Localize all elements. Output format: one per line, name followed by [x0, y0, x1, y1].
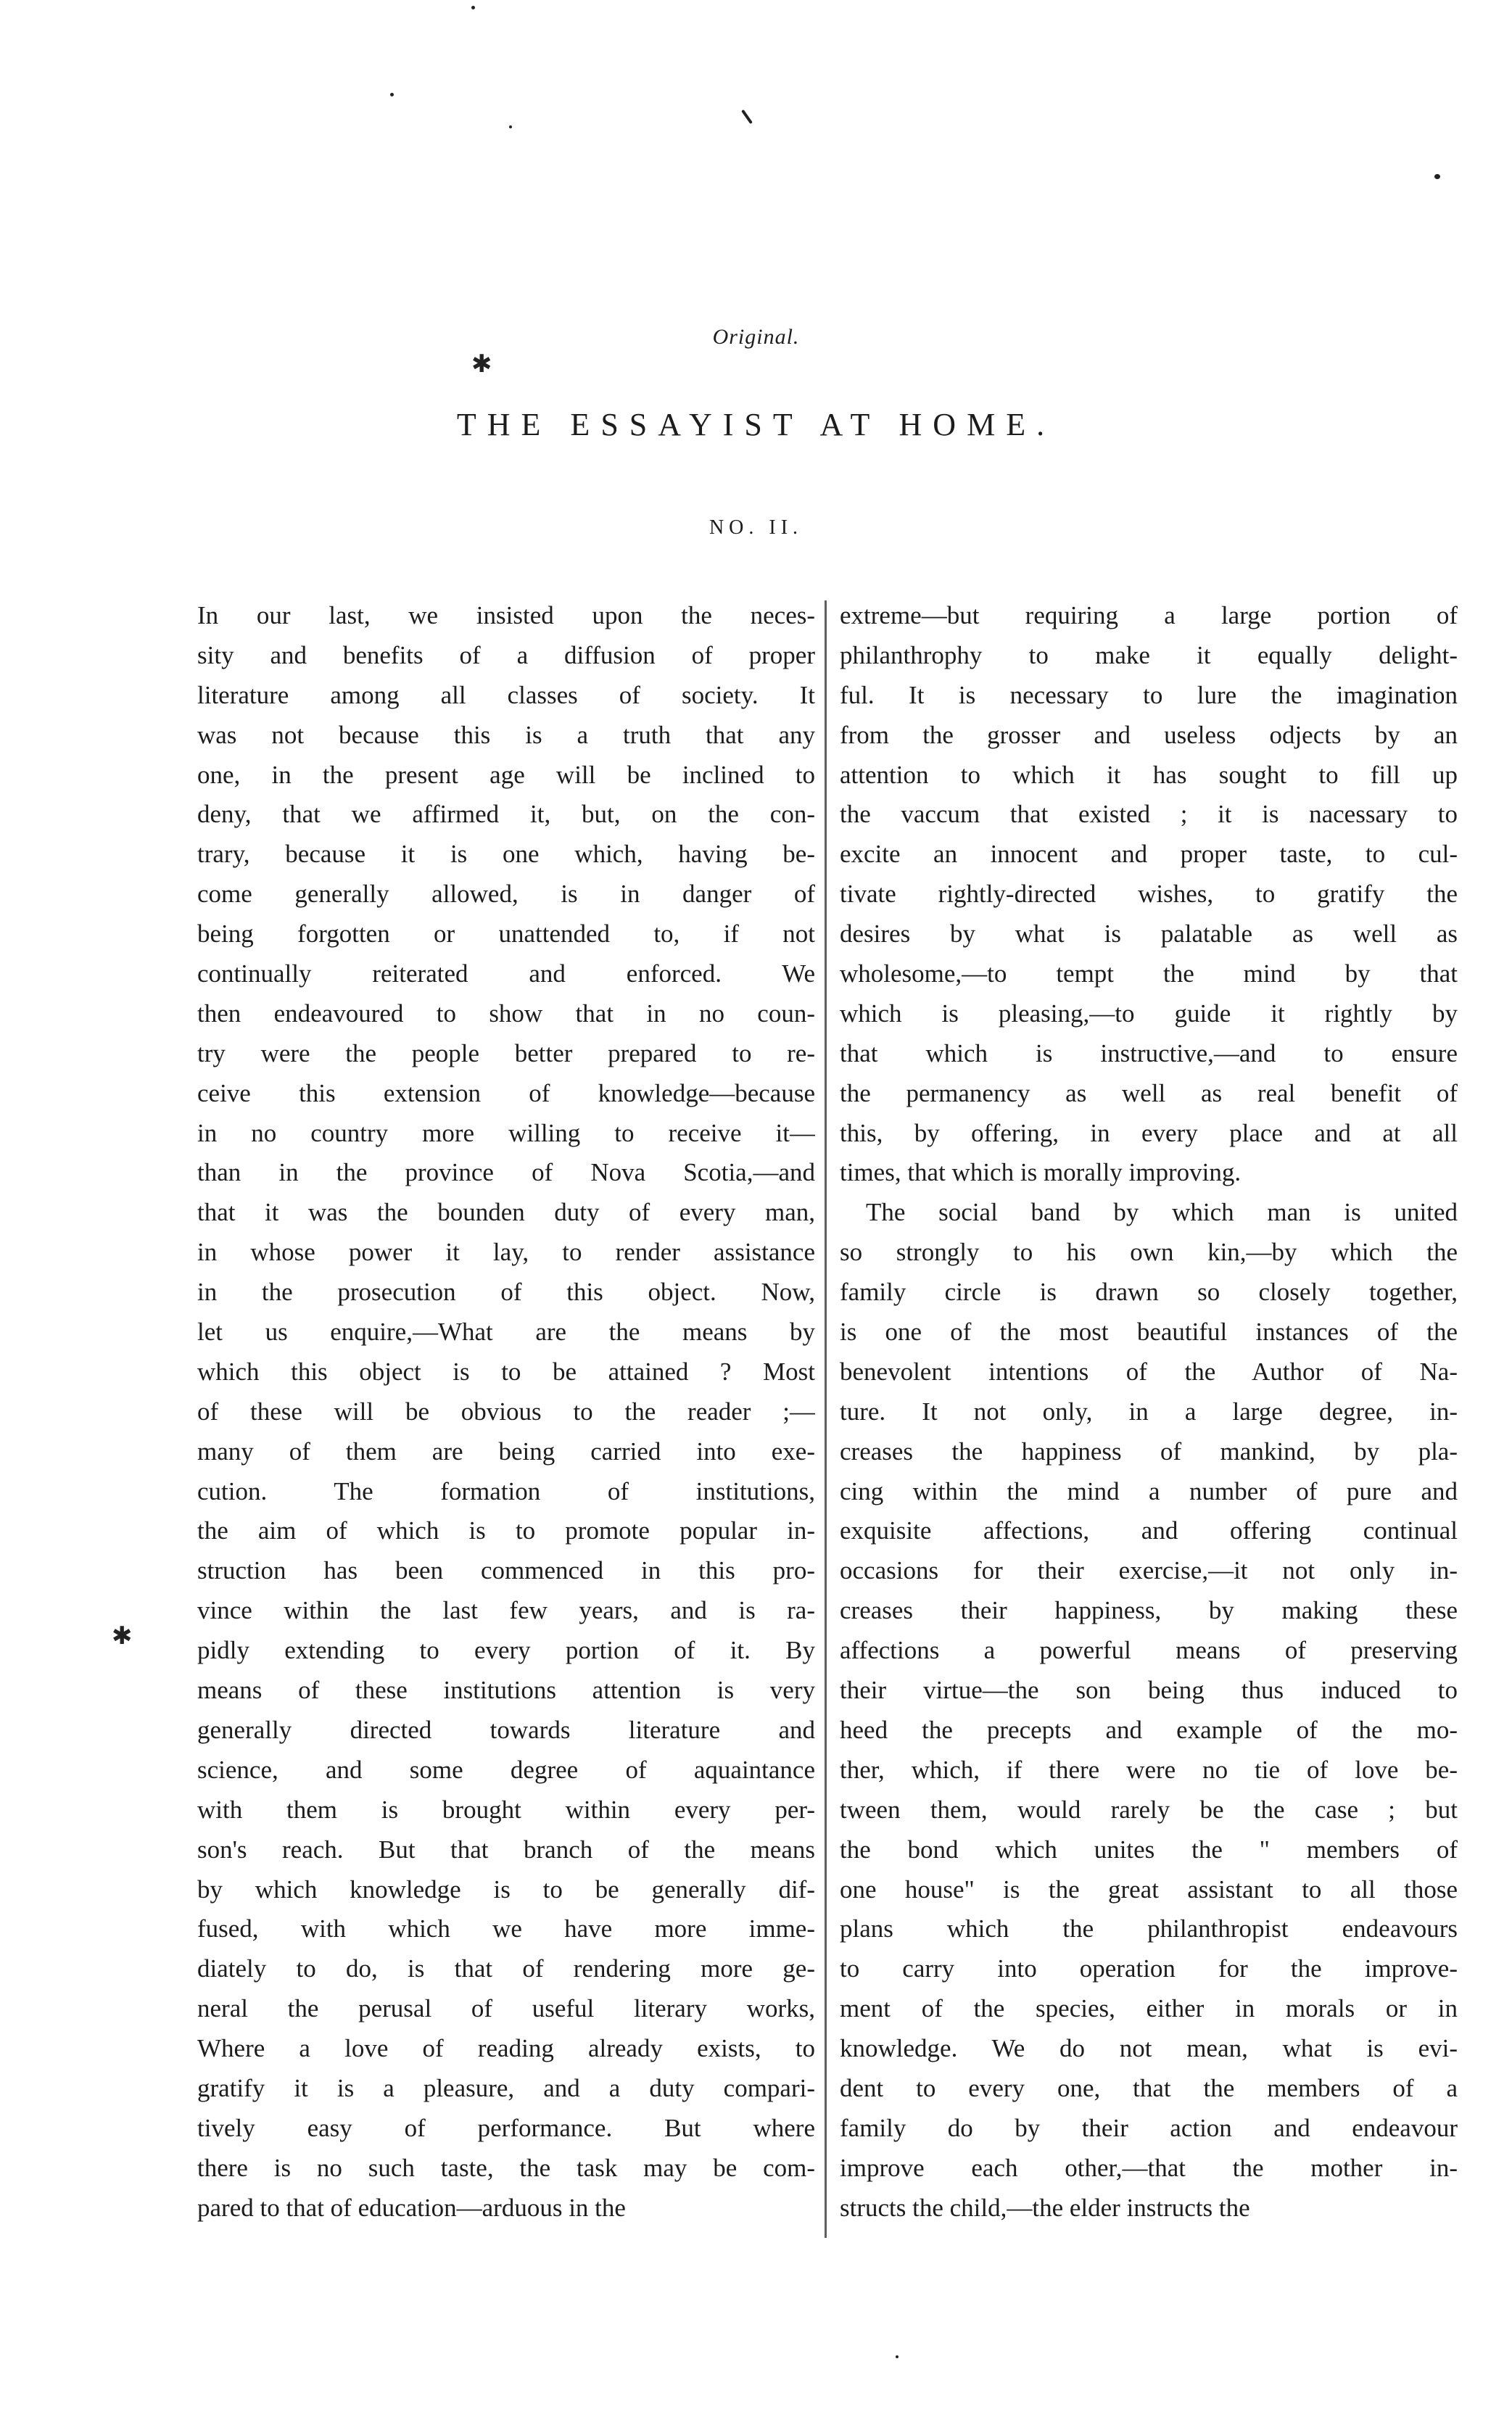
text-line: was not because this is a truth that any — [197, 720, 815, 749]
text-line: in whose power it lay, to render assistance — [197, 1238, 815, 1267]
text-line: literature among all classes of society. It — [197, 680, 815, 709]
text-line: of these will be obvious to the reader ;— — [197, 1397, 815, 1426]
text-line: from the grosser and useless odjects by an — [840, 720, 1458, 749]
text-line: that it was the bounden duty of every man, — [197, 1198, 815, 1227]
text-line: pared to that of education—arduous in the — [197, 2193, 626, 2222]
text-line: by which knowledge is to be generally dif- — [197, 1875, 815, 1904]
original-label: Original. — [712, 325, 800, 349]
text-line: structs the child,—the elder instructs the — [840, 2193, 1250, 2222]
print-speck — [1434, 174, 1440, 179]
text-line: come generally allowed, is in danger of — [197, 880, 815, 909]
text-line: creases their happiness, by making these — [840, 1596, 1458, 1625]
text-line: heed the precepts and example of the mo- — [840, 1715, 1458, 1744]
issue-number: NO. II. — [709, 516, 803, 539]
print-speck — [741, 110, 753, 124]
print-speck — [896, 2355, 898, 2358]
text-line: many of them are being carried into exe- — [197, 1437, 815, 1466]
text-line: science, and some degree of aquaintance — [197, 1755, 815, 1784]
text-line: desires by what is palatable as well as — [840, 920, 1458, 949]
text-line: means of these institutions attention is very — [197, 1676, 815, 1705]
text-line: so strongly to his own kin,—by which the — [840, 1238, 1458, 1267]
text-line: with them is brought within every per- — [197, 1795, 815, 1824]
text-line: in no country more willing to receive it— — [197, 1118, 815, 1147]
text-line: pidly extending to every portion of it. By — [197, 1636, 815, 1665]
print-speck — [471, 6, 475, 9]
text-line: which this object is to be attained ? Most — [197, 1357, 815, 1386]
text-line: times, that which is morally improving. — [840, 1158, 1242, 1187]
text-line: dent to every one, that the members of a — [840, 2073, 1458, 2102]
text-line: trary, because it is one which, having be- — [197, 840, 815, 869]
right-column — [840, 596, 1458, 2228]
text-line: plans which the philanthropist endeavours — [840, 1914, 1458, 1943]
text-line: tivate rightly-directed wishes, to gratify the — [840, 880, 1458, 909]
text-line: their virtue—the son being thus induced to — [840, 1676, 1458, 1705]
text-line: ther, which, if there were no tie of love be- — [840, 1755, 1458, 1784]
text-line: knowledge. We do not mean, what is evi- — [840, 2034, 1458, 2063]
text-line: creases the happiness of mankind, by pla- — [840, 1437, 1458, 1466]
text-line: deny, that we affirmed it, but, on the con- — [197, 800, 815, 829]
text-line: ture. It not only, in a large degree, in- — [840, 1397, 1458, 1426]
text-line: wholesome,—to tempt the mind by that — [840, 959, 1458, 988]
print-speck — [509, 125, 512, 128]
text-line: attention to which it has sought to fill up — [840, 760, 1458, 789]
text-line: this, by offering, in every place and at all — [840, 1118, 1458, 1147]
text-line: neral the perusal of useful literary works, — [197, 1994, 815, 2023]
text-line: one, in the present age will be inclined to — [197, 760, 815, 789]
text-line: son's reach. But that branch of the means — [197, 1835, 815, 1864]
text-line: then endeavoured to show that in no coun- — [197, 999, 815, 1028]
text-line: the permanency as well as real benefit of — [840, 1078, 1458, 1107]
text-line: cution. The formation of institutions, — [197, 1476, 815, 1505]
text-line: fused, with which we have more imme- — [197, 1914, 815, 1943]
text-line: let us enquire,—What are the means by — [197, 1318, 815, 1347]
text-line: in the prosecution of this object. Now, — [197, 1278, 815, 1307]
text-line: exquisite affections, and offering continual — [840, 1516, 1458, 1545]
text-line: philanthrophy to make it equally delight- — [840, 640, 1458, 669]
text-line: improve each other,—that the mother in- — [840, 2153, 1458, 2182]
text-line: tively easy of performance. But where — [197, 2113, 815, 2142]
print-speck — [390, 93, 394, 96]
text-line: diately to do, is that of rendering more ge- — [197, 1954, 815, 1983]
printers-mark-icon: ✱ — [112, 1621, 133, 1650]
column-divider — [825, 600, 827, 2238]
text-line: try were the people better prepared to re- — [197, 1038, 815, 1067]
text-line: affections a powerful means of preserving — [840, 1636, 1458, 1665]
text-line: than in the province of Nova Scotia,—and — [197, 1158, 815, 1187]
text-line: Where a love of reading already exists, to — [197, 2034, 815, 2063]
text-line: benevolent intentions of the Author of Na- — [840, 1357, 1458, 1386]
text-line: family do by their action and endeavour — [840, 2113, 1458, 2142]
text-line: In our last, we insisted upon the neces- — [197, 601, 815, 629]
text-line: continually reiterated and enforced. We — [197, 959, 815, 988]
printers-mark-icon: ✱ — [471, 350, 492, 379]
text-line: cing within the mind a number of pure and — [840, 1476, 1458, 1505]
text-line: family circle is drawn so closely together, — [840, 1278, 1458, 1307]
text-line: the bond which unites the " members of — [840, 1835, 1458, 1864]
text-line: the aim of which is to promote popular in- — [197, 1516, 815, 1545]
text-line: the vaccum that existed ; it is nacessary to — [840, 800, 1458, 829]
text-line: one house" is the great assistant to all those — [840, 1875, 1458, 1904]
text-line: occasions for their exercise,—it not only in- — [840, 1556, 1458, 1585]
text-line: that which is instructive,—and to ensure — [840, 1038, 1458, 1067]
text-line: being forgotten or unattended to, if not — [197, 920, 815, 949]
text-line: generally directed towards literature and — [197, 1715, 815, 1744]
text-line: which is pleasing,—to guide it rightly by — [840, 999, 1458, 1028]
text-line: gratify it is a pleasure, and a duty compari- — [197, 2073, 815, 2102]
text-line: vince within the last few years, and is ra- — [197, 1596, 815, 1625]
left-column — [197, 596, 815, 2228]
text-line: tween them, would rarely be the case ; but — [840, 1795, 1458, 1824]
text-line: struction has been commenced in this pro- — [197, 1556, 815, 1585]
text-line: The social band by which man is united — [866, 1198, 1458, 1227]
text-line: ceive this extension of knowledge—because — [197, 1078, 815, 1107]
text-line: ment of the species, either in morals or in — [840, 1994, 1458, 2023]
text-line: sity and benefits of a diffusion of proper — [197, 640, 815, 669]
text-line: ful. It is necessary to lure the imagination — [840, 680, 1458, 709]
text-line: excite an innocent and proper taste, to cul- — [840, 840, 1458, 869]
text-line: is one of the most beautiful instances of the — [840, 1318, 1458, 1347]
text-line: to carry into operation for the improve- — [840, 1954, 1458, 1983]
page-title: THE ESSAYIST AT HOME. — [456, 407, 1056, 442]
text-line: there is no such taste, the task may be com- — [197, 2153, 815, 2182]
text-line: extreme—but requiring a large portion of — [840, 601, 1458, 629]
